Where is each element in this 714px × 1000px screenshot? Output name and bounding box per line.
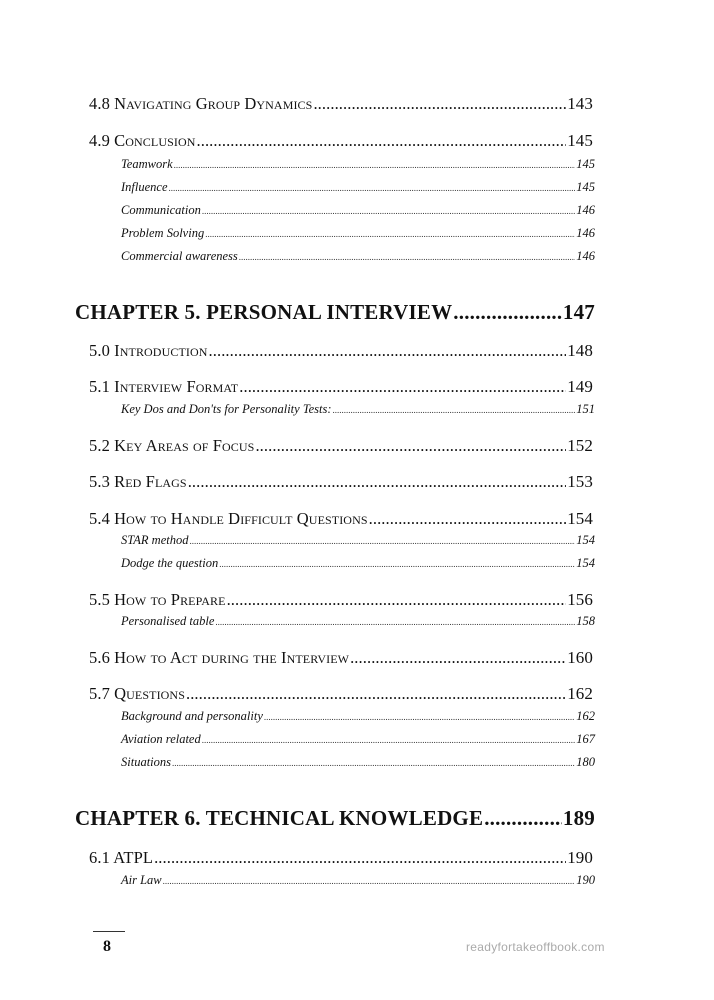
entry-page: 154 xyxy=(576,556,595,570)
dot-leader xyxy=(202,735,576,745)
entry-page: 145 xyxy=(567,131,593,150)
chapter-title: CHAPTER 6. TECHNICAL KNOWLEDGE xyxy=(75,806,484,830)
toc-entry-5-6 xyxy=(89,648,593,668)
entry-page: 146 xyxy=(576,226,595,240)
toc-subentry-air-law xyxy=(121,873,595,888)
entry-label: STAR method xyxy=(121,533,189,547)
entry-page: 158 xyxy=(576,614,595,628)
toc-entry-5-4 xyxy=(89,509,593,529)
toc-subentry-commercial-awareness xyxy=(121,249,595,264)
dot-leader xyxy=(197,131,567,151)
entry-label: Key Dos and Don'ts for Personality Tests: xyxy=(121,402,332,416)
dot-leader xyxy=(350,648,566,668)
entry-label: 5.7 Questions xyxy=(89,684,185,703)
toc-subentry-aviation-related xyxy=(121,732,595,747)
toc-subentry-teamwork xyxy=(121,157,595,172)
dot-leader xyxy=(453,300,562,325)
entry-label: 4.9 Conclusion xyxy=(89,131,196,150)
entry-label: 5.4 How to Handle Difficult Questions xyxy=(89,509,368,528)
toc-chapter-6 xyxy=(75,806,595,831)
dot-leader xyxy=(333,405,576,415)
dot-leader xyxy=(205,229,575,239)
entry-page: 148 xyxy=(567,341,593,360)
website-url: readyfortakeoffbook.com xyxy=(466,940,605,954)
entry-label: Commercial awareness xyxy=(121,249,238,263)
toc-subentry-star-method xyxy=(121,533,595,548)
entry-label: Air Law xyxy=(121,873,162,887)
dot-leader xyxy=(174,160,576,170)
dot-leader xyxy=(264,712,575,722)
entry-page: 154 xyxy=(576,533,595,547)
dot-leader xyxy=(172,758,575,768)
toc-entry-6-1 xyxy=(89,848,593,868)
dot-leader xyxy=(219,559,575,569)
toc-entry-5-2 xyxy=(89,436,593,456)
footer-rule xyxy=(93,931,125,932)
dot-leader xyxy=(202,206,575,216)
dot-leader xyxy=(484,806,562,831)
toc-subentry-background-personality xyxy=(121,709,595,724)
toc-entry-5-5 xyxy=(89,590,593,610)
dot-leader xyxy=(239,377,566,397)
toc-chapter-5 xyxy=(75,300,595,325)
entry-page: 152 xyxy=(567,436,593,455)
entry-label: 5.6 How to Act during the Interview xyxy=(89,648,350,667)
page-number: 8 xyxy=(103,938,111,955)
entry-page: 153 xyxy=(567,472,593,491)
dot-leader xyxy=(255,436,566,456)
entry-label: Teamwork xyxy=(121,157,173,171)
entry-page: 146 xyxy=(576,203,595,217)
entry-page: 162 xyxy=(567,684,593,703)
toc-entry-5-1 xyxy=(89,377,593,397)
dot-leader xyxy=(227,590,567,610)
entry-page: 190 xyxy=(567,848,593,867)
entry-label: Background and personality xyxy=(121,709,263,723)
dot-leader xyxy=(188,472,566,492)
toc-entry-4-8 xyxy=(89,94,593,114)
dot-leader xyxy=(215,617,575,627)
toc-entry-5-7 xyxy=(89,684,593,704)
toc-subentry-dodge-question xyxy=(121,556,595,571)
dot-leader xyxy=(163,876,576,886)
entry-label: 6.1 ATPL xyxy=(89,848,154,867)
entry-page: 154 xyxy=(567,509,593,528)
entry-label: Influence xyxy=(121,180,168,194)
entry-page: 145 xyxy=(576,157,595,171)
entry-page: 162 xyxy=(576,709,595,723)
chapter-page: 189 xyxy=(562,806,595,830)
entry-label: 5.0 Introduction xyxy=(89,341,208,360)
entry-page: 145 xyxy=(576,180,595,194)
entry-page: 180 xyxy=(576,755,595,769)
toc-subentry-dos-donts xyxy=(121,402,595,417)
toc-subentry-communication xyxy=(121,203,595,218)
entry-label: Personalised table xyxy=(121,614,215,628)
dot-leader xyxy=(169,183,576,193)
dot-leader xyxy=(186,684,566,704)
entry-label: 4.8 Navigating Group Dynamics xyxy=(89,94,313,113)
entry-page: 167 xyxy=(576,732,595,746)
toc-entry-5-0 xyxy=(89,341,593,361)
dot-leader xyxy=(369,509,567,529)
entry-page: 156 xyxy=(567,590,593,609)
dot-leader xyxy=(154,848,566,868)
chapter-page: 147 xyxy=(562,300,595,324)
toc-subentry-situations xyxy=(121,755,595,770)
entry-page: 151 xyxy=(576,402,595,416)
dot-leader xyxy=(239,252,575,262)
entry-label: Dodge the question xyxy=(121,556,219,570)
entry-page: 149 xyxy=(567,377,593,396)
entry-page: 146 xyxy=(576,249,595,263)
dot-leader xyxy=(209,341,567,361)
dot-leader xyxy=(313,94,566,114)
toc-entry-5-3 xyxy=(89,472,593,492)
entry-label: Aviation related xyxy=(121,732,201,746)
toc-subentry-problem-solving xyxy=(121,226,595,241)
entry-label: Communication xyxy=(121,203,201,217)
toc-entry-4-9 xyxy=(89,131,593,151)
entry-page: 143 xyxy=(567,94,593,113)
entry-label: Problem Solving xyxy=(121,226,205,240)
entry-label: 5.2 Key Areas of Focus xyxy=(89,436,255,455)
entry-label: 5.5 How to Prepare xyxy=(89,590,226,609)
entry-label: 5.1 Interview Format xyxy=(89,377,239,396)
entry-page: 160 xyxy=(567,648,593,667)
dot-leader xyxy=(189,536,575,546)
toc-subentry-personalised-table xyxy=(121,614,595,629)
chapter-title: CHAPTER 5. PERSONAL INTERVIEW xyxy=(75,300,453,324)
toc-subentry-influence xyxy=(121,180,595,195)
entry-label: 5.3 Red Flags xyxy=(89,472,187,491)
entry-label: Situations xyxy=(121,755,172,769)
entry-page: 190 xyxy=(576,873,595,887)
